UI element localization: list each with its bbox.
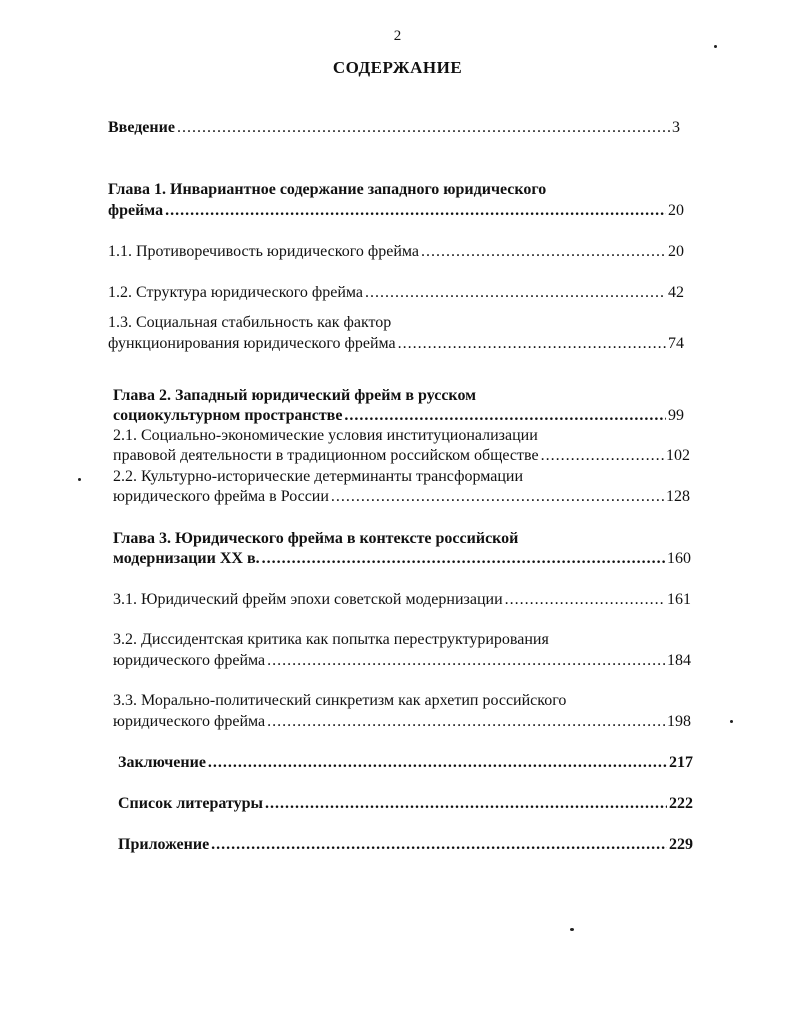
toc-chapter-3	[113, 549, 691, 569]
toc-chapter-2	[113, 406, 684, 426]
toc-entry-references	[118, 794, 693, 814]
toc-entry-text: юридического фрейма в России	[113, 488, 329, 505]
leader-dots	[541, 446, 664, 466]
leader-dots	[267, 712, 665, 732]
scan-speck	[730, 720, 733, 723]
toc-entry-text: фрейма	[108, 202, 164, 219]
toc-page-number: 217	[669, 754, 693, 771]
scan-speck	[78, 478, 81, 481]
toc-section-3-3-line1: 3.3. Морально-политический синкретизм как архетип российского	[113, 692, 567, 709]
toc-section-2-2-line1: 2.2. Культурно-исторические детерминанты трансформации	[113, 468, 524, 485]
toc-entry-text: юридического фрейма	[113, 652, 266, 669]
toc-section-3-2-line1: 3.2. Диссидентская критика как попытка переструктурирования	[113, 631, 549, 648]
toc-page-number: 222	[669, 795, 693, 812]
toc-page-number: 20	[668, 243, 684, 260]
page-title: СОДЕРЖАНИЕ	[332, 58, 463, 77]
toc-section-2-1	[113, 446, 690, 466]
toc-page-number: 102	[666, 447, 690, 464]
toc-section-2-2	[113, 487, 690, 507]
toc-chapter-3-line1: Глава 3. Юридического фрейма в контексте российской	[113, 530, 519, 547]
toc-page-number: 198	[667, 713, 691, 730]
leader-dots	[262, 549, 665, 569]
toc-page-number: 128	[666, 488, 690, 505]
leader-dots	[267, 651, 665, 671]
toc-page-number: 3	[672, 119, 680, 136]
scan-speck	[714, 45, 717, 48]
leader-dots	[208, 753, 667, 773]
leader-dots	[211, 835, 667, 855]
toc-section-1-1	[108, 242, 684, 262]
toc-entry-text: Заключение	[118, 754, 206, 771]
toc-section-1-2	[108, 283, 684, 303]
page-number: 2	[393, 28, 402, 44]
toc-entry-text: Список литературы	[118, 795, 263, 812]
toc-section-3-2	[113, 651, 691, 671]
toc-page-number: 161	[667, 591, 691, 608]
toc-entry-text: 3.1. Юридический фрейм эпохи советской модернизации	[113, 591, 503, 608]
toc-entry-text: 1.1. Противоречивость юридического фрейма	[108, 243, 420, 260]
toc-page-number: 229	[669, 836, 693, 853]
leader-dots	[365, 283, 666, 303]
toc-page-number: 42	[668, 284, 684, 301]
toc-entry-text: модернизации XX в.	[113, 550, 260, 567]
leader-dots	[331, 487, 664, 507]
toc-entry-text: функционирования юридического фрейма	[108, 335, 396, 352]
toc-entry-text: правовой деятельности в традиционном российском обществе	[113, 447, 539, 464]
toc-page-number: 74	[668, 335, 684, 352]
leader-dots	[421, 242, 666, 262]
toc-section-1-3	[108, 334, 684, 354]
scan-speck	[570, 928, 574, 931]
toc-entry-text: 1.2. Структура юридического фрейма	[108, 284, 364, 301]
toc-entry-conclusion	[118, 753, 693, 773]
leader-dots	[505, 590, 665, 610]
leader-dots	[265, 794, 667, 814]
toc-page-number: 160	[667, 550, 691, 567]
toc-entry-intro	[108, 118, 680, 138]
leader-dots	[344, 406, 666, 426]
toc-entry-text: Введение	[108, 119, 175, 136]
leader-dots	[398, 334, 666, 354]
toc-section-3-3	[113, 712, 691, 732]
toc-page-number: 20	[668, 202, 684, 219]
toc-entry-text: юридического фрейма	[113, 713, 266, 730]
toc-chapter-1	[108, 201, 684, 221]
toc-chapter-1-line1: Глава 1. Инвариантное содержание западного юридического	[108, 181, 547, 198]
toc-section-2-1-line1: 2.1. Социально-экономические условия институционализации	[113, 427, 538, 444]
toc-entry-text: Приложение	[118, 836, 210, 853]
toc-section-3-1	[113, 590, 691, 610]
toc-page-number: 184	[667, 652, 691, 669]
toc-chapter-2-line1: Глава 2. Западный юридический фрейм в русском	[113, 387, 477, 404]
toc-entry-text: социокультурном пространстве	[113, 407, 343, 424]
toc-entry-appendix	[118, 835, 693, 855]
toc-section-1-3-line1: 1.3. Социальная стабильность как фактор	[108, 314, 392, 331]
leader-dots	[165, 201, 666, 221]
toc-page-number: 99	[668, 407, 684, 424]
leader-dots	[177, 118, 670, 138]
